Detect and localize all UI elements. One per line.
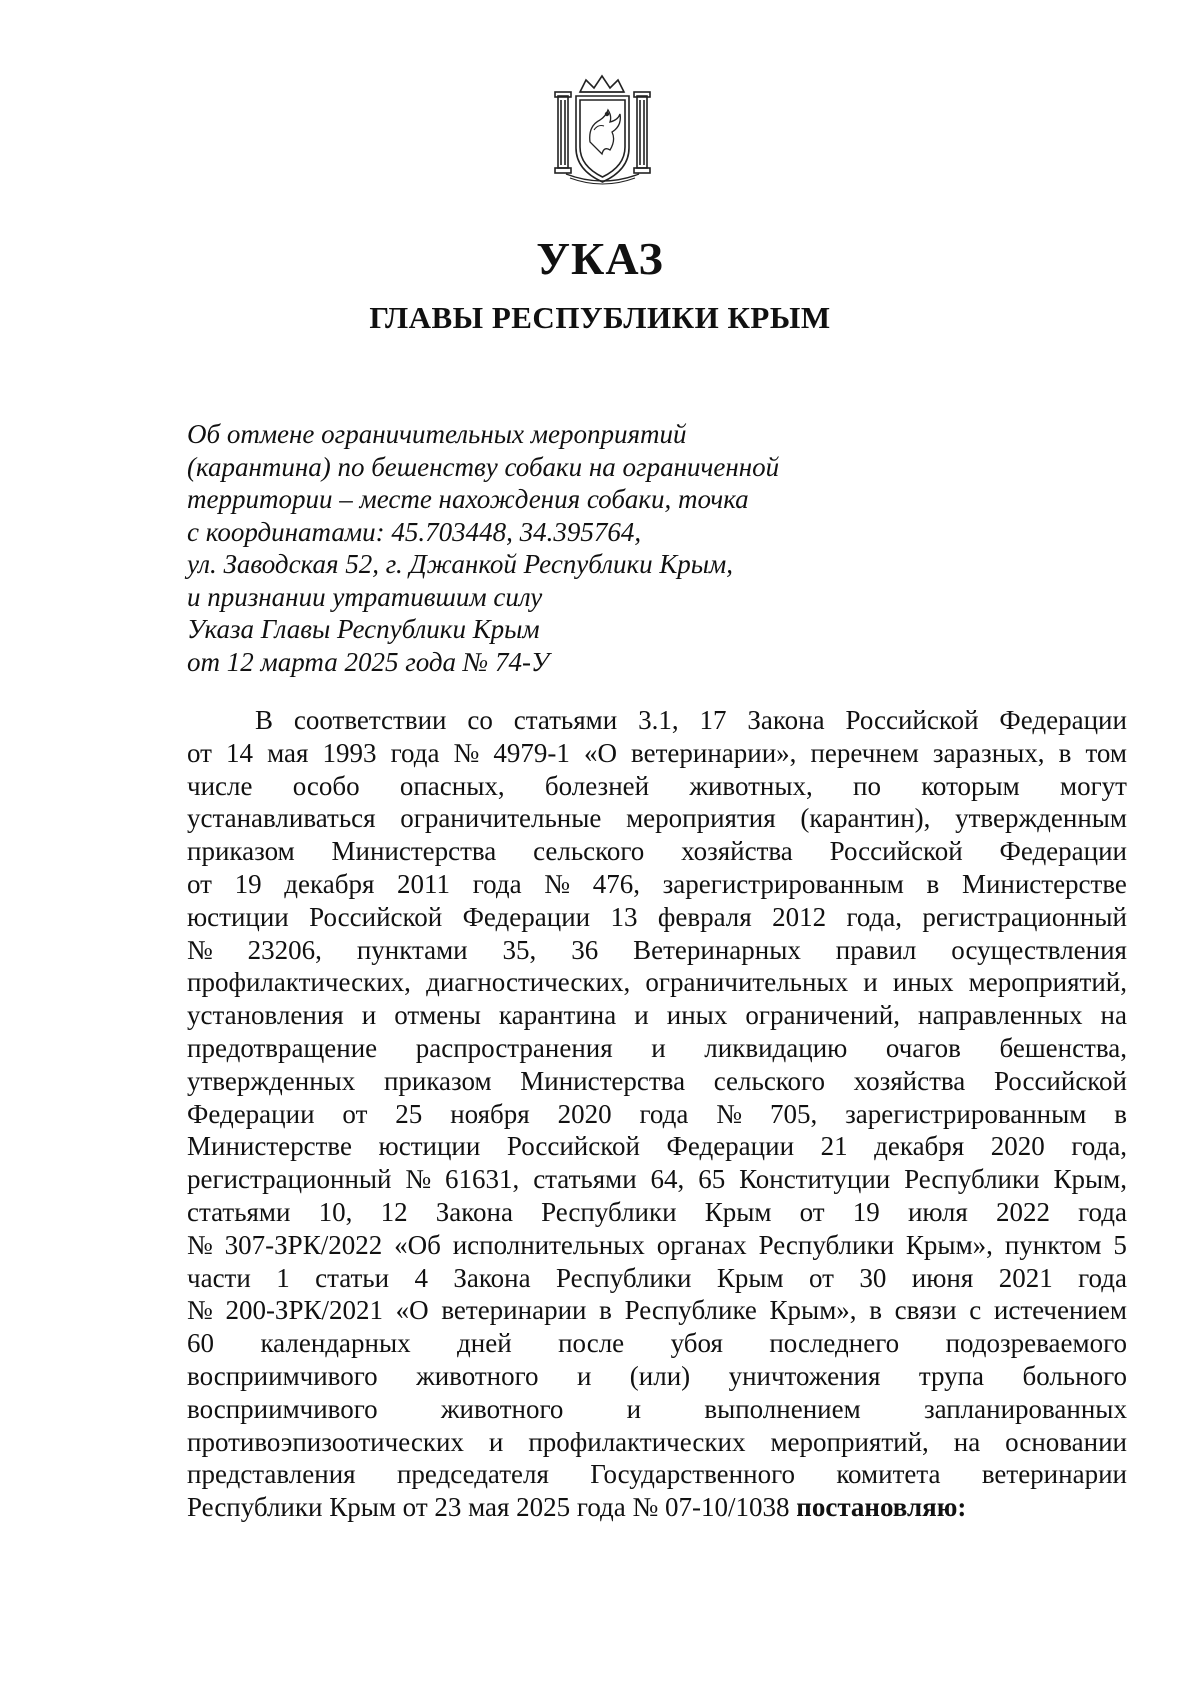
body-word: сельского [533, 836, 645, 867]
body-word: «О [583, 737, 617, 768]
body-word: в [1058, 737, 1072, 768]
body-word: 2011 [397, 868, 451, 899]
body-word: № [187, 1229, 213, 1260]
body-word: животного [440, 1393, 564, 1424]
body-word: ограничительные [400, 803, 602, 834]
body-word: и [634, 1000, 649, 1031]
body-word: декабря [874, 1131, 965, 1162]
body-word: «Об [394, 1229, 441, 1260]
body-word: Ветеринарных [633, 934, 801, 965]
body-word: и [488, 1426, 504, 1457]
decree-resolution-word: постановляю: [796, 1492, 967, 1523]
body-word: пунктами [356, 934, 468, 965]
body-word: убоя [670, 1328, 723, 1359]
body-word: зарегистрированным [845, 1098, 1087, 1129]
body-word: осуществления [951, 934, 1127, 965]
body-word: Министерства [331, 836, 497, 867]
body-word: 14 [226, 737, 254, 768]
body-line [187, 835, 1127, 868]
body-word: 2021 [998, 1262, 1053, 1293]
body-word: «О [395, 1295, 429, 1326]
body-word: июня [911, 1262, 974, 1293]
body-word: 2020 [557, 1098, 612, 1129]
body-word: представления [187, 1459, 356, 1490]
body-line [187, 1098, 1127, 1131]
body-word: регистрационный [922, 901, 1127, 932]
body-word: подозреваемого [945, 1328, 1127, 1359]
body-word: Российской [993, 1065, 1127, 1096]
body-word: ветеринарии [981, 1459, 1127, 1490]
body-word: и [626, 1393, 642, 1424]
body-word: запланированных [923, 1393, 1127, 1424]
body-word: июля [907, 1196, 968, 1227]
body-word: зарегистрированным [662, 868, 904, 899]
body-word: ветеринарии [441, 1295, 587, 1326]
body-word: очагов [885, 1032, 961, 1063]
body-line [187, 1065, 1127, 1098]
body-word: февраля [657, 901, 752, 932]
body-word: календарных [260, 1328, 411, 1359]
body-word: комитета [836, 1459, 941, 1490]
body-word: могут [1059, 770, 1127, 801]
body-line [187, 1426, 1127, 1459]
body-word: том [1085, 737, 1127, 768]
document-title: УКАЗ [536, 233, 664, 284]
body-word: правил [835, 934, 917, 965]
body-word: № [187, 934, 213, 965]
body-word: 2022 [995, 1196, 1050, 1227]
body-word: Государственного [590, 1459, 795, 1490]
body-line [187, 1458, 1127, 1491]
body-word: регистрационный [187, 1164, 392, 1195]
crimea-coat-of-arms-icon [550, 70, 655, 190]
body-word: (карантин), [800, 803, 931, 834]
body-word: 19 [234, 868, 262, 899]
body-word: 1993 [322, 737, 377, 768]
body-line [187, 1196, 1127, 1229]
body-word: Федерации [999, 836, 1127, 867]
decree-body-paragraph [187, 704, 1127, 1524]
body-line [187, 1262, 1127, 1295]
body-word: восприимчивого [187, 1360, 378, 1391]
body-word: части [187, 1262, 251, 1293]
body-line [187, 1294, 1127, 1327]
body-word: № [405, 1164, 432, 1195]
body-word: с [969, 1295, 982, 1326]
body-word: Федерации [666, 1131, 795, 1162]
body-word: № [187, 1295, 213, 1326]
body-word: года [472, 868, 522, 899]
body-word: Крым, [1053, 1164, 1127, 1195]
body-word: животного [416, 1360, 539, 1391]
body-word: Российской [506, 1131, 640, 1162]
body-line [187, 901, 1127, 934]
subject-line: от 12 марта 2025 года № 74-У [187, 646, 550, 677]
subject-line: Об отмене ограничительных мероприятий [187, 419, 687, 449]
body-word: отмены [394, 1000, 481, 1031]
subject-line: Указа Главы Республики Крым [187, 614, 540, 644]
body-word: 705, [769, 1098, 818, 1129]
body-word: последнего [769, 1328, 900, 1359]
body-word: председателя [396, 1459, 549, 1490]
body-word: 61631, [445, 1164, 520, 1195]
body-word: 21 [820, 1131, 848, 1162]
body-word: юстиции [378, 1131, 481, 1162]
body-word: иных [666, 1000, 728, 1031]
body-line [187, 1130, 1127, 1163]
body-line [187, 802, 1127, 835]
body-word: декабря [284, 868, 375, 899]
body-word: истечением [993, 1295, 1127, 1326]
body-word: 4979-1 [493, 737, 570, 768]
body-word: хозяйства [853, 1065, 966, 1096]
body-word: Крым», [905, 1229, 993, 1260]
body-word: 13 [610, 901, 638, 932]
body-word: Республики [758, 1229, 895, 1260]
body-word: 25 [395, 1098, 423, 1129]
decree-subject [187, 418, 907, 678]
body-line [187, 966, 1127, 999]
body-word: профилактических [528, 1426, 746, 1457]
body-word: 2020 [990, 1131, 1045, 1162]
body-word: сельского [713, 1065, 825, 1096]
body-word: Республики [556, 1262, 692, 1293]
body-word: на [1100, 1000, 1127, 1031]
body-word: 12 [380, 1196, 408, 1227]
body-word: трупа [918, 1360, 985, 1391]
body-word: в [869, 1295, 882, 1326]
body-line [187, 770, 1127, 803]
body-word: Закона [747, 705, 825, 735]
body-word: Республики [541, 1196, 677, 1227]
body-word: 10, [318, 1196, 353, 1227]
body-line [187, 704, 1127, 737]
body-word: года [390, 737, 440, 768]
body-word: 35, [502, 934, 537, 965]
body-word: юстиции [187, 901, 289, 932]
body-word: 19 [852, 1196, 880, 1227]
subject-line: территории – месте нахождения собаки, точка [187, 484, 749, 514]
body-word: 65 [698, 1164, 726, 1195]
body-word: и [863, 967, 878, 998]
body-word: утвержденным [955, 803, 1127, 834]
body-word: 17 [699, 705, 727, 735]
subject-line: (карантина) по бешенству собаки на ограниченной [187, 451, 780, 482]
body-line [187, 999, 1127, 1032]
body-word: 36 [571, 934, 599, 965]
body-word: 307-ЗРК/2022 [224, 1229, 383, 1260]
body-word: Федерации [187, 1098, 315, 1129]
body-word: 1 [276, 1262, 290, 1293]
body-word: установления [187, 1000, 344, 1031]
body-word: устанавливаться [187, 803, 376, 834]
body-word: заразных, [932, 737, 1045, 768]
body-word: животных, [689, 770, 813, 801]
body-word: 2012 [772, 901, 827, 932]
body-line [187, 1229, 1127, 1262]
body-word: ограничений, [745, 1000, 900, 1031]
body-word: связи [894, 1295, 957, 1326]
body-word: № [544, 868, 571, 899]
subject-line: и признании утратившим силу [187, 581, 543, 612]
body-word: Крым», [769, 1295, 857, 1326]
body-word: статьями [533, 1164, 637, 1195]
body-line [187, 1032, 1127, 1065]
body-line [187, 1327, 1127, 1360]
body-word: особо [292, 770, 360, 801]
body-word: карантина [498, 1000, 617, 1031]
body-word: от [799, 1196, 825, 1227]
body-word: от [187, 737, 212, 768]
body-word: исполнительных [452, 1229, 645, 1260]
body-word: Крым [704, 1196, 772, 1227]
body-word: перечнем [810, 737, 919, 768]
body-word: хозяйства [681, 836, 793, 867]
body-word: диагностических, [426, 967, 631, 998]
body-word: ветеринарии», [631, 737, 797, 768]
body-word: 23206, [247, 934, 322, 965]
body-word: Закона [453, 1262, 531, 1293]
body-word: утвержденных [187, 1065, 356, 1096]
body-word: противоэпизоотических [187, 1426, 464, 1457]
body-word: 4 [414, 1262, 428, 1293]
body-word: статьями [513, 705, 618, 735]
body-word: приказом [383, 1065, 492, 1096]
body-word: направленных [918, 1000, 1083, 1031]
body-word: бешенства, [999, 1032, 1127, 1063]
body-word: больного [1022, 1360, 1127, 1391]
body-word: мероприятий, [770, 1426, 929, 1457]
body-word: после [558, 1328, 625, 1359]
body-word: мероприятия [626, 803, 776, 834]
body-word: уничтожения [728, 1360, 881, 1391]
body-word: предотвращение [187, 1032, 378, 1063]
body-word: Крым [716, 1262, 784, 1293]
body-word: ликвидацию [704, 1032, 848, 1063]
body-word: которым [921, 770, 1020, 801]
body-word: Российской [845, 705, 979, 735]
body-word: мероприятий, [968, 967, 1127, 998]
body-word: мая [267, 737, 309, 768]
body-word: года, [846, 901, 903, 932]
body-word: и [576, 1360, 592, 1391]
body-line [187, 737, 1127, 770]
body-word: восприимчивого [187, 1393, 378, 1424]
body-word: опасных, [399, 770, 505, 801]
body-word: в [599, 1295, 612, 1326]
body-last-line [187, 1491, 1127, 1524]
body-word: иных [892, 967, 954, 998]
body-line [187, 868, 1127, 901]
body-word: Министерстве [187, 1131, 352, 1162]
body-word: соответствии [293, 705, 447, 735]
body-word: распространения [415, 1032, 613, 1063]
body-word: 476, [592, 868, 640, 899]
body-word: и [651, 1032, 666, 1063]
body-line [187, 934, 1127, 967]
body-word: ноября [450, 1098, 530, 1129]
body-word: Российской [829, 836, 963, 867]
body-word: года [639, 1098, 689, 1129]
body-word: Республики [904, 1164, 1040, 1195]
body-word: числе [187, 770, 253, 801]
body-word: в [1114, 1098, 1127, 1129]
body-word: Российской [309, 901, 443, 932]
body-line [187, 1393, 1127, 1426]
body-word: пунктом [1004, 1229, 1102, 1260]
body-line [187, 1163, 1127, 1196]
body-word: в [926, 868, 940, 899]
body-line [187, 1360, 1127, 1393]
body-word: 30 [859, 1262, 887, 1293]
body-word: Закона [435, 1196, 513, 1227]
body-word: ограничительных [645, 967, 849, 998]
body-word: Министерстве [961, 868, 1127, 899]
body-word: от [187, 868, 212, 899]
body-word: со [467, 705, 493, 735]
body-word: и [361, 1000, 377, 1031]
body-word: № [716, 1098, 743, 1129]
body-word: года [1078, 1196, 1127, 1227]
body-word: Конституции [739, 1164, 891, 1195]
body-word: от [342, 1098, 368, 1129]
body-word: Федерации [462, 901, 591, 932]
body-word: Республике [624, 1295, 757, 1326]
body-word: органах [656, 1229, 747, 1260]
body-word: болезней [544, 770, 650, 801]
body-word: 64, [650, 1164, 685, 1195]
body-word: выполнением [704, 1393, 861, 1424]
body-word: 200-ЗРК/2021 [225, 1295, 383, 1326]
body-word: 5 [1113, 1229, 1127, 1260]
body-word: профилактических, [187, 967, 411, 998]
body-word: на [953, 1426, 981, 1457]
body-word: (или) [629, 1360, 691, 1391]
body-word: В [255, 705, 274, 735]
body-word: от [809, 1262, 834, 1293]
body-word: приказом [187, 836, 295, 867]
body-word: года [1078, 1262, 1127, 1293]
body-word: года, [1071, 1131, 1127, 1162]
body-word: дней [457, 1328, 512, 1359]
body-word: 3.1, [638, 705, 679, 735]
body-word: по [853, 770, 881, 801]
body-last-line-text: Республики Крым от 23 мая 2025 года № 07-10/1038 [187, 1492, 790, 1523]
subject-line: с координатами: 45.703448, 34.395764, [187, 516, 642, 547]
subject-line: ул. Заводская 52, г. Джанкой Республики Крым, [187, 549, 734, 579]
body-word: № [453, 737, 480, 768]
document-subtitle: ГЛАВЫ РЕСПУБЛИКИ КРЫМ [369, 300, 831, 335]
body-word: статьи [315, 1262, 390, 1293]
body-word: Федерации [999, 705, 1127, 735]
body-word: 60 [187, 1328, 214, 1359]
body-word: основании [1005, 1426, 1127, 1457]
body-word: Министерства [520, 1065, 686, 1096]
body-word: статьями [187, 1196, 291, 1227]
